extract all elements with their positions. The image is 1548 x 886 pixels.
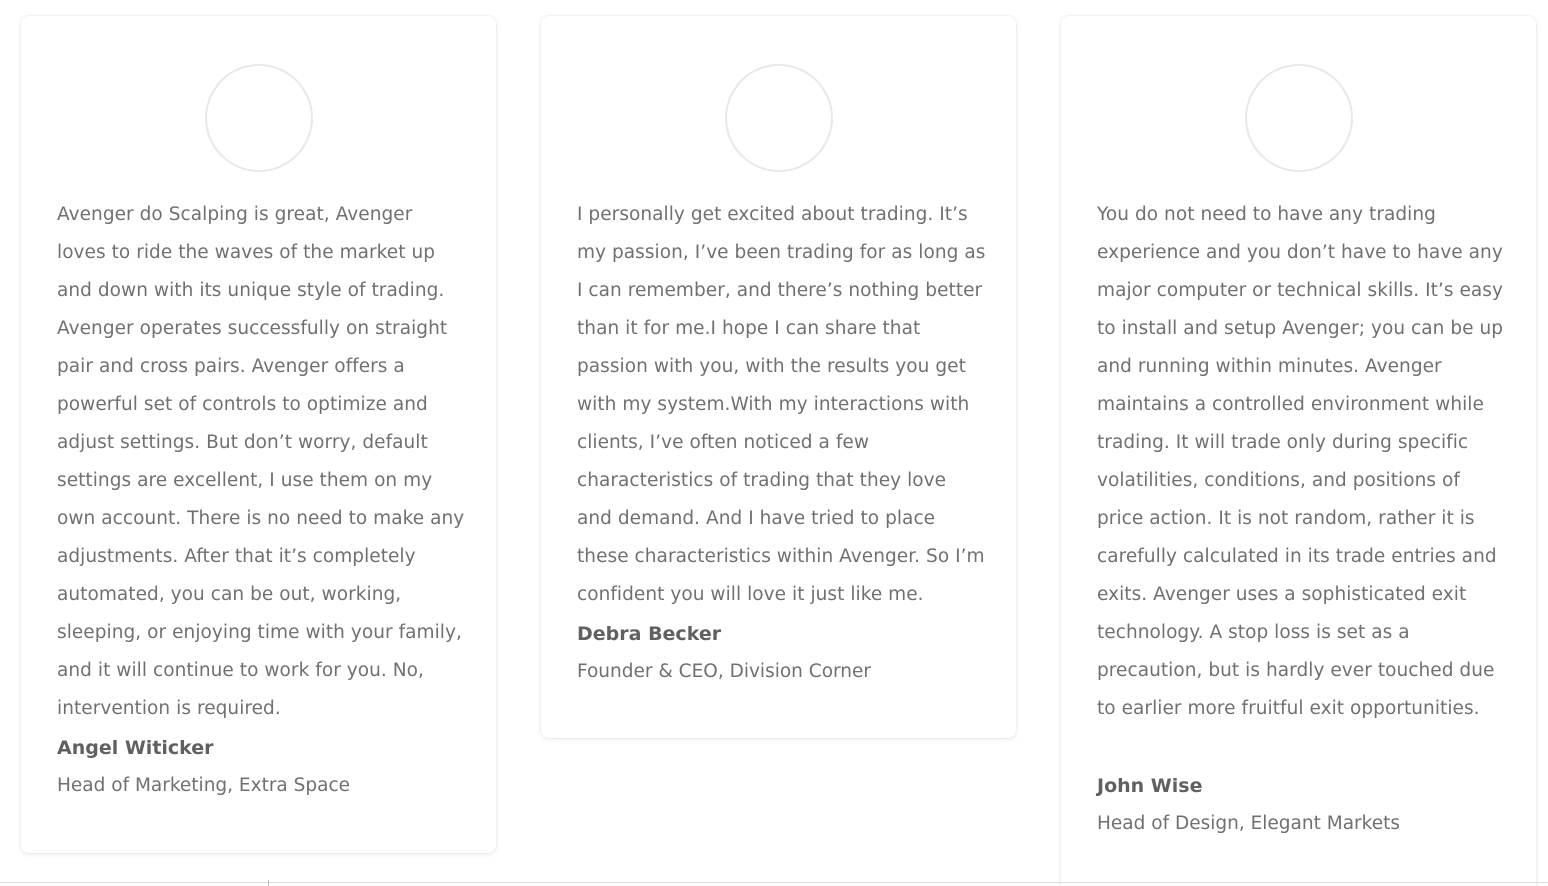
- testimonial-quote: You do not need to have any trading experience and you don’t have to have any major computer or technical skills. It’s easy to install and setup Avenger; you can be up and running within minutes. Avenger maintains a controlled environment while trading. It will trade only during specific volatilities, conditions, and positions of price action. It is not random, rather it is carefully calculated in its trade entries and exits. Avenger uses a sophisticated exit technology. A stop loss is set as a precaution, but is hardly ever touched due to earlier more fruitful exit opportunities.: [1097, 204, 1504, 719]
- testimonial-quote: Avenger do Scalping is great, Avenger loves to ride the waves of the market up and down with its unique style of trading. Avenger operates successfully on straight pair and cross pairs. Avenger offers a powerful set of controls to optimize and adjust settings. But don’t worry, default settings are excellent, I use them on my own account. There is no need to make any adjustments. After that it’s completely automated, you can be out, working, sleeping, or enjoying time with your family, and it will continue to work for you. No, intervention is required.: [57, 204, 465, 719]
- testimonial-author-name: Debra Becker: [577, 623, 722, 645]
- avatar: [1245, 64, 1353, 172]
- avatar: [205, 64, 313, 172]
- testimonial-card: [541, 16, 1016, 738]
- testimonial-author-name: Angel Witicker: [57, 737, 214, 759]
- testimonial-author-role: Head of Marketing, Extra Space: [57, 775, 351, 796]
- testimonial-quote: I personally get excited about trading. It’s my passion, I’ve been trading for as long as I can remember, and there’s nothing better than it for me.I hope I can share that passion with you, with the results you get with my system.With my interactions with clients, I’ve often noticed a few characteristics of trading that they love and demand. And I have tried to place these characteristics within Avenger. So I’m confident you will love it just like me.: [577, 204, 986, 605]
- testimonial-card: [1061, 16, 1536, 886]
- testimonial-author-role: Founder & CEO, Division Corner: [577, 661, 872, 682]
- section-divider: [0, 882, 1548, 883]
- testimonial-author-name: John Wise: [1097, 775, 1203, 797]
- scroll-indicator: [268, 880, 269, 886]
- avatar: [725, 64, 833, 172]
- testimonial-author-role: Head of Design, Elegant Markets: [1097, 813, 1400, 834]
- testimonial-card: [21, 16, 496, 853]
